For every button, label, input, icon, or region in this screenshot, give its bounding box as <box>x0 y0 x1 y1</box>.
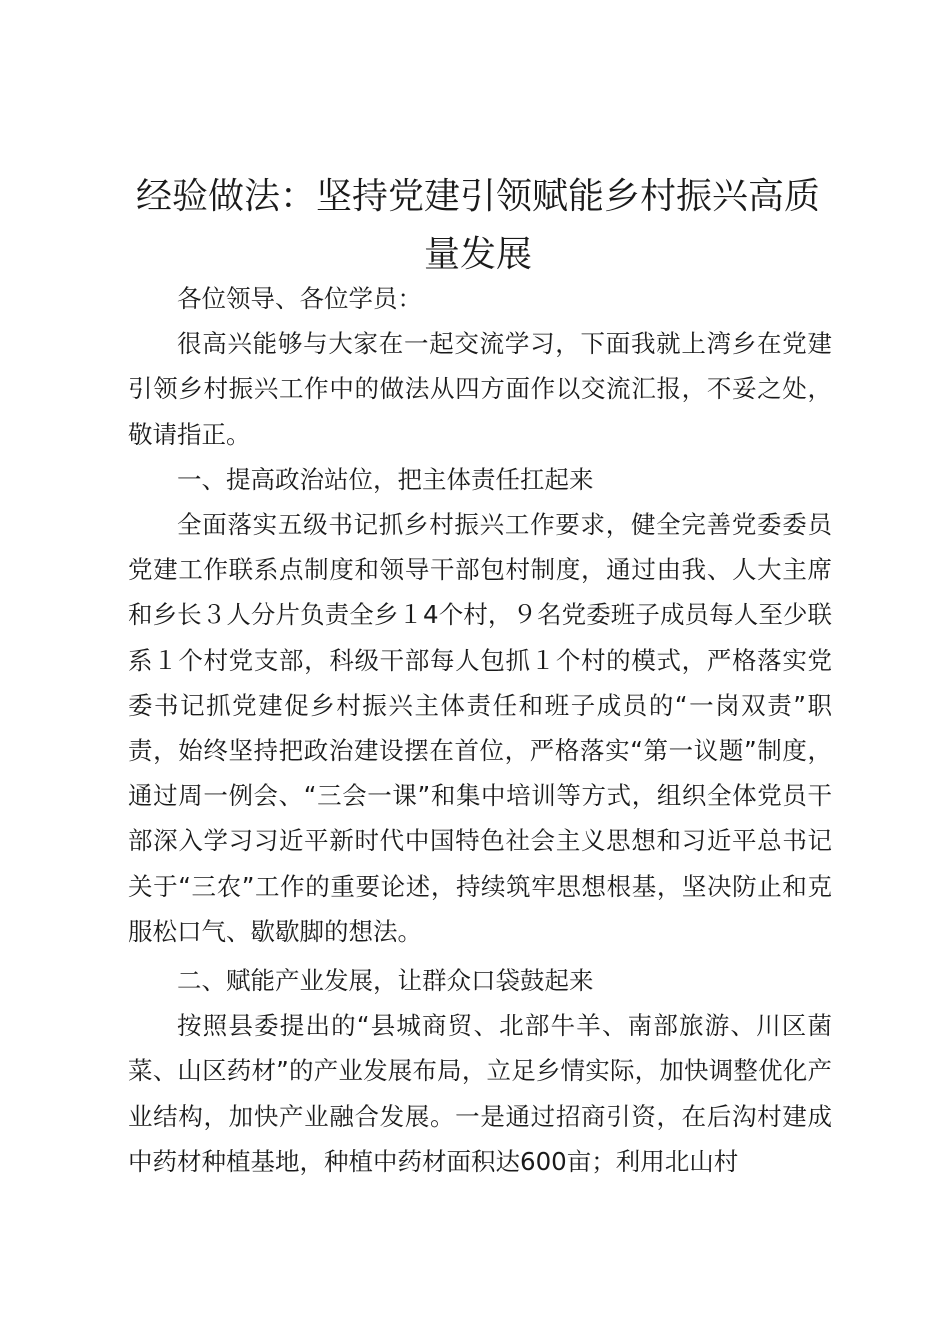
document-body <box>128 276 832 1184</box>
section-heading-2: 二、赋能产业发展，让群众口袋鼓起来 <box>177 966 594 996</box>
section-body-1: 全面落实五级书记抓乡村振兴工作要求，健全完善党委委员党建工作联系点制度和领导干部包村制度，通过由我、人大主席和乡长３人分片负责全乡１4个村，９名党委班子成员每人至少联系１个村党支部，科级干部每人包抓１个村的模式，严格落实党委书记抓党建促乡村振兴主体责任和班子成员的“一岗双责”职责，始终坚持把政治建设摆在首位，严格落实“第一议题”制度，通过周一例会、“三会一课”和集中培训等方式，组织全体党员干部深入学习习近平新时代中国特色社会主义思想和习近平总书记关于“三农”工作的重要论述，持续筑牢思想根基，坚决防止和克服松口气、歇歇脚的想法。 <box>128 510 832 946</box>
section-body-2: 按照县委提出的“县城商贸、北部牛羊、南部旅游、川区菌菜、山区药材”的产业发展布局，立足乡情实际，加快调整优化产业结构，加快产业融合发展。一是通过招商引资，在后沟村建成中药材种植基地，种植中药材面积达600亩；利用北山村 <box>128 1011 832 1176</box>
salutation-paragraph: 各位领导、各位学员： <box>177 284 422 313</box>
section-heading-1: 一、提高政治站位，把主体责任扛起来 <box>177 464 594 494</box>
intro-paragraph: 很高兴能够与大家在一起交流学习，下面我就上湾乡在党建引领乡村振兴工作中的做法从四方面作以交流汇报，不妥之处，敬请指正。 <box>128 329 832 449</box>
document-title: 经验做法：坚持党建引领赋能乡村振兴高质量发展 <box>135 176 820 275</box>
